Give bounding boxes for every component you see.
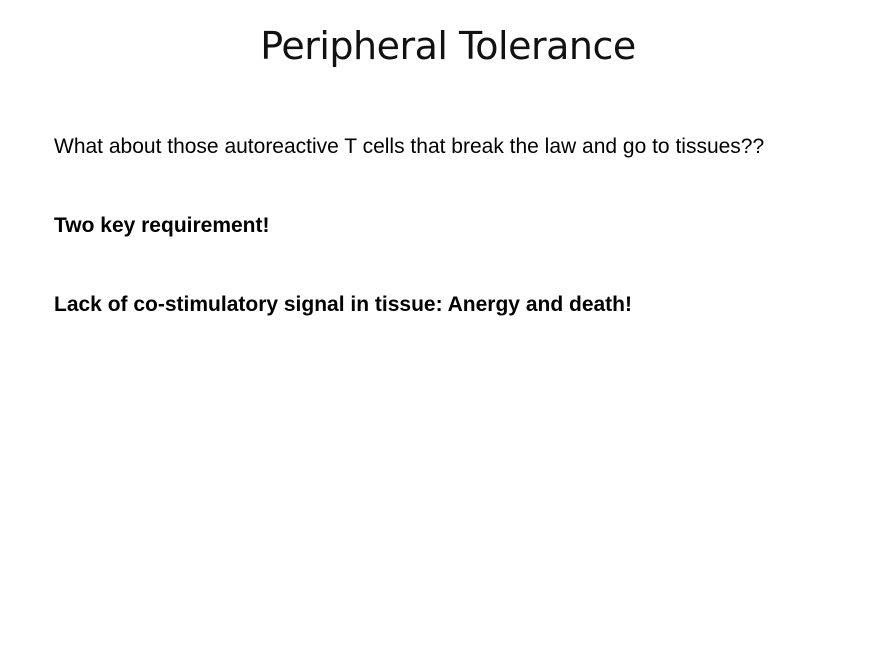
- body-line-requirement: Two key requirement!: [54, 214, 270, 237]
- body-line-costimulation: Lack of co-stimulatory signal in tissue: Anergy and death!: [54, 293, 632, 316]
- slide-title: Peripheral Tolerance: [260, 24, 636, 68]
- body-line-question: What about those autoreactive T cells that break the law and go to tissues??: [54, 135, 765, 158]
